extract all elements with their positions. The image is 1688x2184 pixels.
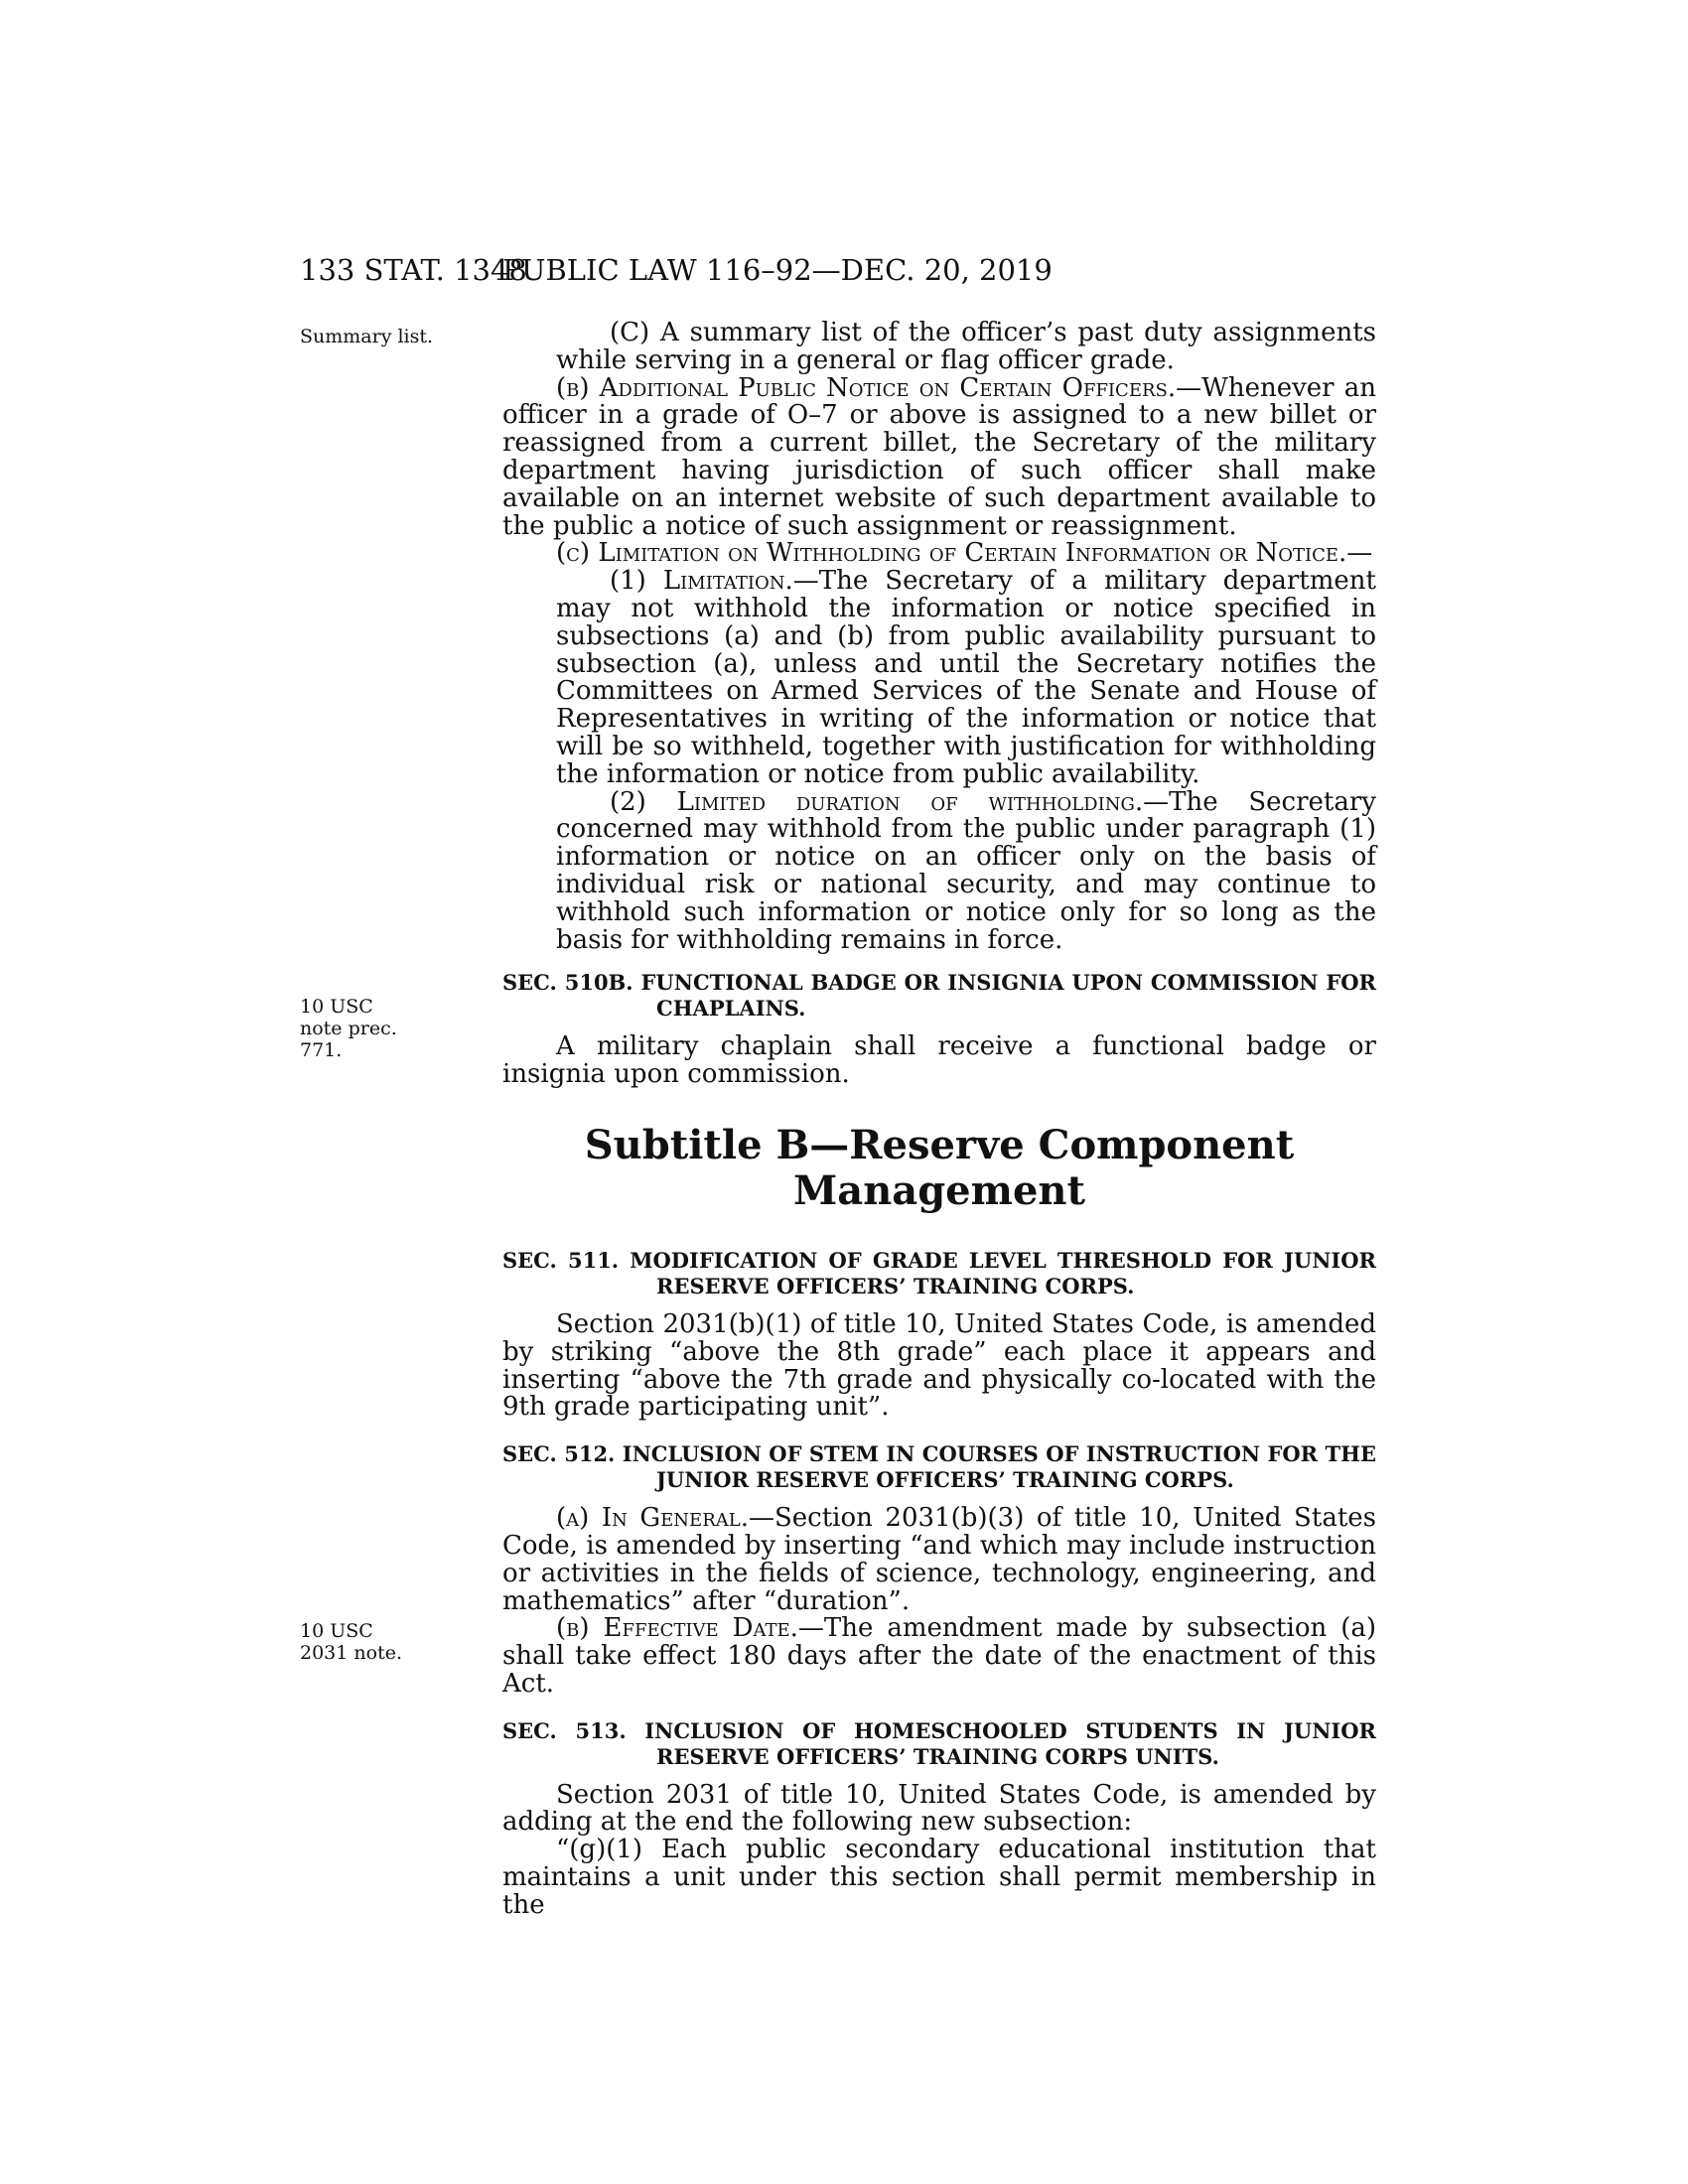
section-510b-heading: SEC. 510B. FUNCTIONAL BADGE OR INSIGNIA UPON COMMISSION FOR CHAPLAINS. [502,970,1376,1022]
c1-text: The Secretary of a military department may not withhold the information or notice specified in subsections (a) and (b) from public availability pursuant to subsection (a), unless and until the Secretary notifies the Committees on Armed Services of the Senate and House of Representatives in writing of the information or notice that will be so withheld, together with justification for withholding the information or notice from public availability. [556,566,1376,789]
c2-heading: (2) Limited duration of withholding.— [610,786,1170,817]
section-513-g: “(g)(1) Each public secondary educational institution that maintains a unit under this section shall permit membership in the [502,1835,1376,1920]
document-body [502,320,1376,1920]
paragraph-c-heading [502,540,1376,568]
b-heading: (b) Additional Public Notice on Certain Officers.— [556,372,1202,403]
paragraph-c1 [502,568,1376,788]
section-510b-text: A military chaplain shall receive a functional badge or insignia upon commission. [502,1031,1376,1090]
section-513-text: Section 2031 of title 10, United States Code, is amended by adding at the end the following new subsection: [502,1779,1376,1838]
paragraph-c2 [502,786,1376,955]
c-heading: (c) Limitation on Withholding of Certain Information or Notice.— [556,538,1373,569]
c-item-text: (C) A summary list of the officer’s past duty assignments while serving in a general or flag officer grade. [556,318,1376,375]
paragraph-b [502,372,1376,541]
b-text: Whenever an officer in a grade of O–7 or above is assigned to a new billet or reassigned from a current billet, the Secretary of the military department having jurisdiction of such officer shall make available on an internet website of such department available to the public a notice of such assignment or reassignment. [502,372,1376,541]
margin-note-usc-771: 10 USC note prec. 771. [300,996,397,1061]
subtitle-heading: Subtitle B—Reserve Component Management [584,1121,1295,1214]
section-512-b-heading: (b) Effective Date.— [556,1613,824,1644]
c2-text: The Secretary concerned may withhold from the public under paragraph (1) information or notice on an officer only on the basis of individual risk or national security, and may continue to withhold such information or notice only for so long as the basis for withholding remains in force. [556,786,1376,955]
margin-note-summary-list: Summary list. [300,326,434,347]
section-513-heading: SEC. 513. INCLUSION OF HOMESCHOOLED STUDENTS IN JUNIOR RESERVE OFFICERS’ TRAINING CORPS UNITS. [502,1717,1376,1769]
section-512-b-text: The amendment made by subsection (a) shall take effect 180 days after the date of the enactment of this Act. [502,1613,1376,1699]
margin-note-usc-2031: 10 USC 2031 note. [300,1620,402,1664]
paragraph-c-item [502,320,1376,375]
section-511-heading: SEC. 511. MODIFICATION OF GRADE LEVEL THRESHOLD FOR JUNIOR RESERVE OFFICERS’ TRAINING CORPS. [502,1247,1376,1298]
page-reference: 133 STAT. 1348 [300,253,527,287]
section-512-a [502,1505,1376,1615]
section-512-b [502,1615,1376,1698]
section-512-a-heading: (a) In General.— [556,1503,774,1534]
section-512-a-text: Section 2031(b)(3) of title 10, United States Code, is amended by inserting “and which may include instruction or activities in the fields of science, technology, engineering, and mathematics” after “duration”. [502,1503,1376,1616]
section-512-heading: SEC. 512. INCLUSION OF STEM IN COURSES OF INSTRUCTION FOR THE JUNIOR RESERVE OFFICERS’ TRAINING CORPS. [502,1441,1376,1493]
section-511-text: Section 2031(b)(1) of title 10, United States Code, is amended by striking “above the 8th grade” each place it appears and inserting “above the 7th grade and physically co-located with the 9th grade participating unit”. [502,1308,1376,1423]
c1-heading: (1) Limitation.— [610,566,819,597]
running-title: PUBLIC LAW 116–92—DEC. 20, 2019 [502,253,1053,287]
